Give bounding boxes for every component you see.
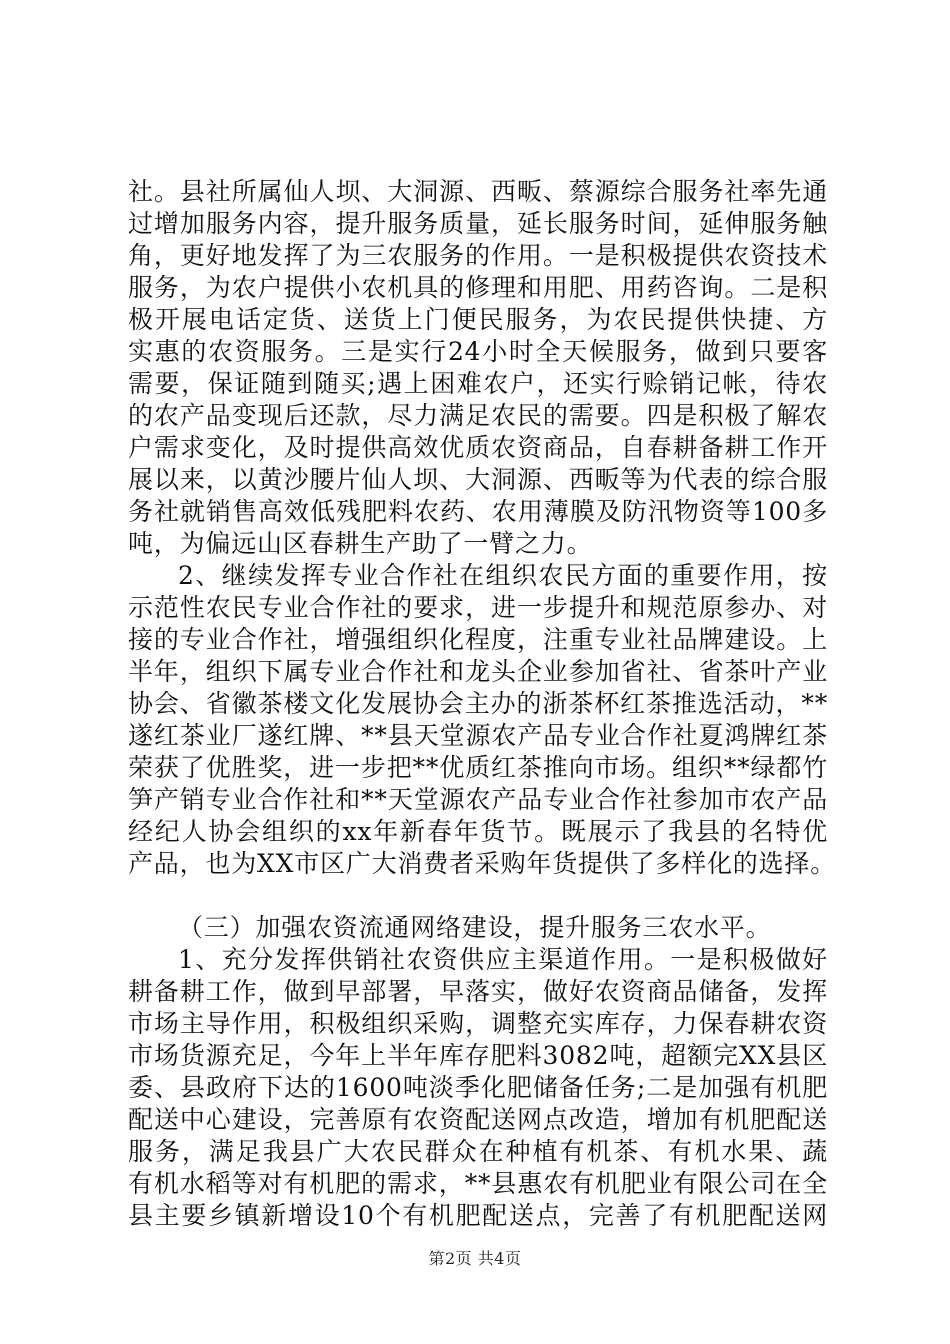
text-line: 委、县政府下达的1600吨淡季化肥储备任务;二是加强有机肥 — [128, 1073, 828, 1102]
page-number: 第2页 共4页 — [428, 1249, 522, 1268]
text-line: 市场货源充足，今年上半年库存肥料3082吨，超额完XX县区 — [128, 1041, 828, 1070]
text-line: 2、继续发挥专业合作社在组织农民方面的重要作用，按 — [178, 561, 828, 590]
text-line: 配送中心建设，完善原有农资配送网点改造，增加有机肥配送 — [128, 1105, 828, 1134]
text-line: 极开展电话定货、送货上门便民服务，为农民提供快捷、方 — [128, 305, 828, 334]
paragraph-3 — [128, 944, 828, 1232]
text-line: 社。县社所属仙人坝、大洞源、西畈、蔡源综合服务社率先通 — [128, 177, 828, 206]
text-line: 有机水稻等对有机肥的需求，**县惠农有机肥业有限公司在全 — [128, 1169, 828, 1198]
text-line: 经纪人协会组织的xx年新春年货节。既展示了我县的名特优 — [128, 817, 828, 846]
text-line: 接的专业合作社，增强组织化程度，注重专业社品牌建设。上 — [128, 625, 828, 654]
text-line: 耕备耕工作，做到早部署，早落实，做好农资商品储备，发挥 — [128, 977, 828, 1006]
paragraph-1 — [128, 176, 828, 560]
text-line: 角，更好地发挥了为三农服务的作用。一是积极提供农资技术 — [128, 241, 828, 270]
text-line: 1、充分发挥供销社农资供应主渠道作用。一是积极做好 — [178, 945, 828, 974]
paragraph-2 — [128, 560, 836, 880]
text-line: 笋产销专业合作社和**天堂源农产品专业合作社参加市农产品 — [128, 785, 828, 814]
page-footer — [0, 1249, 950, 1269]
text-line: 服务，为农户提供小农机具的修理和用肥、用药咨询。二是积 — [128, 273, 828, 302]
text-line: 的农产品变现后还款，尽力满足农民的需要。四是积极了解农 — [128, 401, 828, 430]
text-line: 协会、省徽茶楼文化发展协会主办的浙茶杯红茶推选活动，** — [128, 689, 828, 718]
text-line: 荣获了优胜奖，进一步把**优质红茶推向市场。组织**绿都竹 — [128, 753, 828, 782]
text-line: 产品，也为XX市区广大消费者采购年货提供了多样化的选择。 — [128, 849, 836, 878]
text-line: 半年，组织下属专业合作社和龙头企业参加省社、省茶叶产业 — [128, 657, 828, 686]
text-line: 实惠的农资服务。三是实行24小时全天候服务，做到只要客 — [128, 337, 828, 366]
text-line: 服务，满足我县广大农民群众在种植有机茶、有机水果、蔬 — [128, 1137, 828, 1166]
document-body — [128, 176, 836, 1232]
text-line: 户需求变化，及时提供高效优质农资商品，自春耕备耕工作开 — [128, 433, 828, 462]
text-line: 务社就销售高效低残肥料农药、农用薄膜及防汛物资等100多 — [128, 497, 828, 526]
text-line: 需要，保证随到随买;遇上困难农户，还实行赊销记帐，待农 — [128, 369, 828, 398]
text-line: 遂红茶业厂遂红牌、**县天堂源农产品专业合作社夏鸿牌红茶 — [128, 721, 828, 750]
text-line: 市场主导作用，积极组织采购，调整充实库存，力保春耕农资 — [128, 1009, 828, 1038]
text-line: 吨，为偏远山区春耕生产助了一臂之力。 — [128, 529, 593, 558]
text-line: 县主要乡镇新增设10个有机肥配送点，完善了有机肥配送网 — [128, 1201, 828, 1230]
section-heading: （三）加强农资流通网络建设，提升服务三农水平。 — [178, 913, 772, 942]
text-line: 过增加服务内容，提升服务质量，延长服务时间，延伸服务触 — [128, 209, 828, 238]
text-line: 示范性农民专业合作社的要求，进一步提升和规范原参办、对 — [128, 593, 828, 622]
text-line: 展以来，以黄沙腰片仙人坝、大洞源、西畈等为代表的综合服 — [128, 465, 828, 494]
paragraph-spacer — [128, 880, 828, 912]
